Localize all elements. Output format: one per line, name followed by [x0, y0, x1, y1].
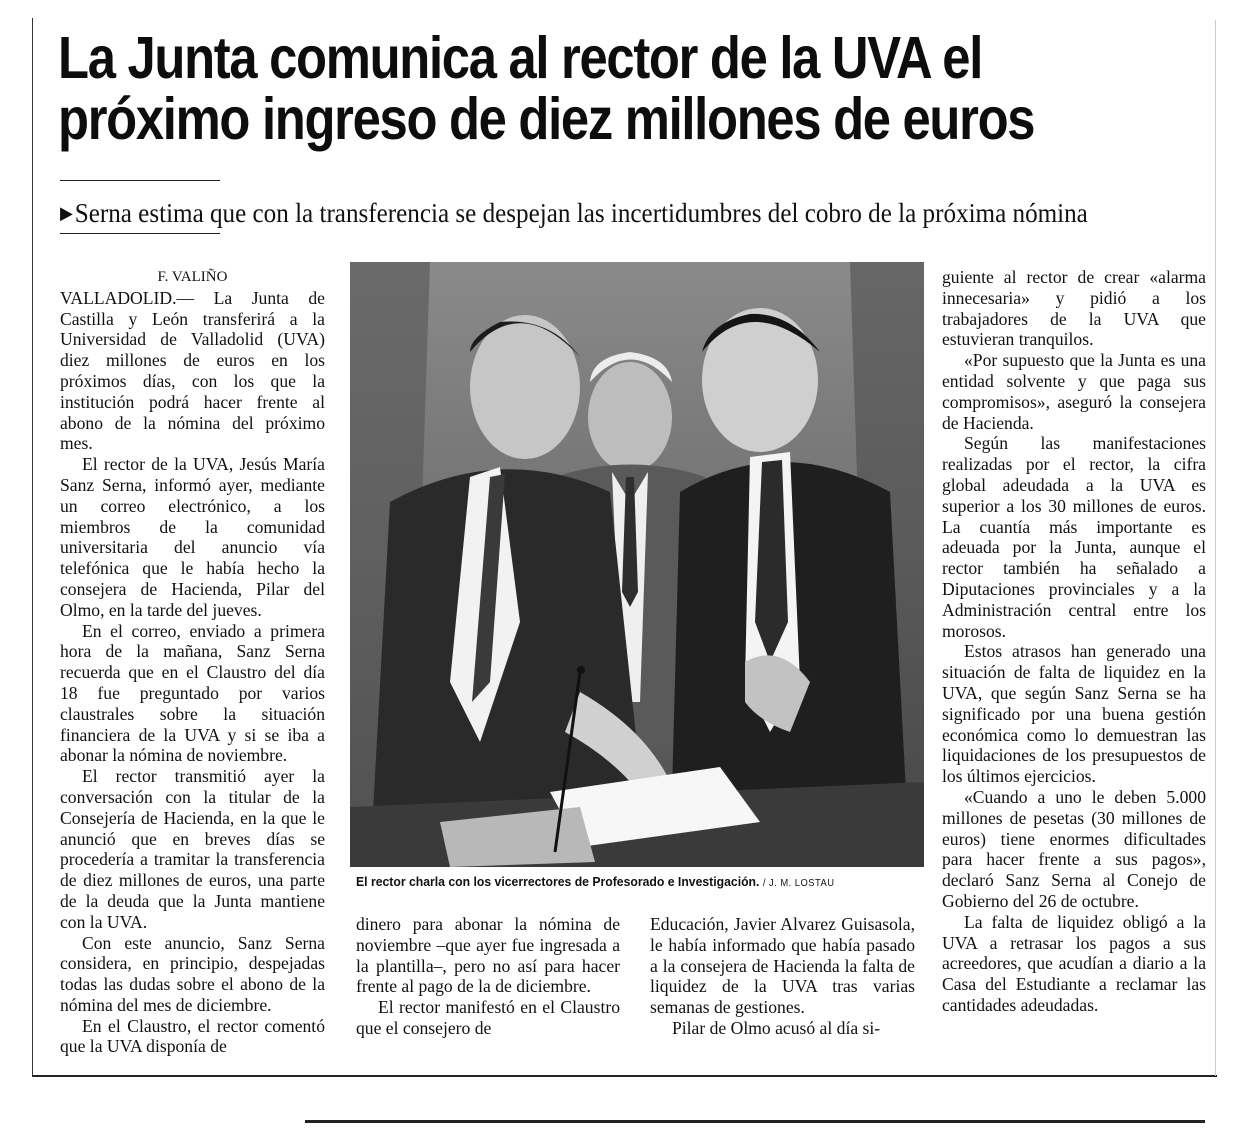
paragraph: El rector de la UVA, Jesús María Sanz Serna, informó ayer, mediante un correo electrónico, a los miembros de la comunidad universitaria del anuncio vía telefónica que le había hecho la consejera de Hacienda, Pilar del Olmo, en la tarde del jueves. — [60, 454, 325, 620]
subhead-bottom-rule — [60, 233, 220, 234]
paragraph: Educación, Javier Alvarez Guisasola, le había informado que había pasado a la consejera de Hacienda la falta de liquidez de la UVA tras varias semanas de gestiones. — [650, 914, 915, 1018]
headline-line-2: próximo ingreso de diez millones de euros — [58, 86, 1035, 152]
subheadline — [60, 198, 1088, 228]
headline-line-1: La Junta comunica al rector de la UVA el — [58, 25, 983, 91]
paragraph: Con este anuncio, Sanz Serna considera, en principio, despejadas todas las dudas sobre el abono de la nómina del mes de diciembre. — [60, 932, 325, 1015]
paragraph: Según las manifestaciones realizadas por el rector, la cifra global adeudada a la UVA es superior a los 30 millones de euros. La cuantía más importante es adeuada por la Junta, aunque el rector también ha señalado a Diputaciones provinciales y a la Administración central entre los morosos. — [942, 433, 1206, 641]
paragraph: El rector manifestó en el Claustro que el consejero de — [356, 997, 620, 1038]
paragraph: Pilar de Olmo acusó al día si- — [672, 1017, 881, 1038]
left-border-line — [32, 18, 33, 1076]
paragraph: La falta de liquidez obligó a la UVA a retrasar los pagos a sus acreedores, que acudían a diario a la Casa del Estudiante a reclamar las cantidades adeudadas. — [942, 911, 1206, 1015]
paragraph: En el Claustro, el rector comentó que la UVA disponía de — [60, 1015, 325, 1057]
page-bottom-rule — [305, 1120, 1205, 1123]
photo-illustration — [350, 262, 924, 867]
photo-caption — [356, 874, 897, 889]
column-3 — [650, 914, 915, 1039]
paragraph: VALLADOLID.— La Junta de Castilla y León transferirá a la Universidad de Valladolid (UVA) diez millones de euros en los próximos días, con los que la institución podrá hacer frente al abono de la nómina del próximo mes. — [60, 287, 325, 454]
column-1 — [60, 267, 325, 1057]
caption-text: El rector charla con los vicerrectores de Profesorado e Investigación. — [356, 874, 760, 889]
paragraph: Estos atrasos han generado una situación de falta de liquidez en la UVA, que según Sanz Serna se ha significado por una buena gestión económica como lo demuestran las liquidaciones de los presupuestos de los últimos ejercicios. — [942, 641, 1206, 787]
subhead-top-rule — [60, 180, 220, 181]
byline: F. VALIÑO — [157, 269, 228, 285]
column-4 — [942, 267, 1206, 1016]
paragraph: «Por supuesto que la Junta es una entidad solvente y que paga sus compromisos», aseguró la consejera de Hacienda. — [942, 350, 1206, 433]
bottom-border-line — [32, 1075, 1217, 1077]
photo-credit: / J. M. LOSTAU — [762, 878, 835, 889]
right-border-line — [1215, 20, 1216, 1076]
news-photo — [350, 262, 924, 867]
paragraph: «Cuando a uno le deben 5.000 millones de pesetas (30 millones de euros) tiene enormes dificultades para hacer frente a sus pagos», declaró Sanz Serna al Conejo de Gobierno del 26 de octubre. — [942, 786, 1206, 911]
paragraph: El rector transmitió ayer la conversación con la titular de la Consejería de Hacienda, en la que le anunció que en breves días se procedería a tramitar la transferencia de diez millones de euros, una parte de la deuda que la Junta mantiene con la UVA. — [60, 766, 325, 932]
headline — [58, 25, 1047, 152]
paragraph: En el correo, enviado a primera hora de la mañana, Sanz Serna recuerda que en el Claustro del día 18 fue preguntado por varios claustrales sobre la situación financiera de la UVA y si se iba a abonar la nómina de noviembre. — [60, 620, 325, 766]
paragraph: guiente al rector de crear «alarma innecesaria» y pidió a los trabajadores de la UVA que estuvieran tranquilos. — [942, 267, 1206, 350]
paragraph: dinero para abonar la nómina de noviembre –que ayer fue ingresada a la plantilla–, pero no así para hacer frente al pago de la de diciembre. — [356, 914, 620, 997]
triangle-bullet-icon: ▶ — [60, 203, 73, 223]
column-2 — [356, 914, 620, 1039]
subheadline-text: Serna estima que con la transferencia se despejan las incertidumbres del cobro de la próxima nómina — [74, 198, 1088, 228]
